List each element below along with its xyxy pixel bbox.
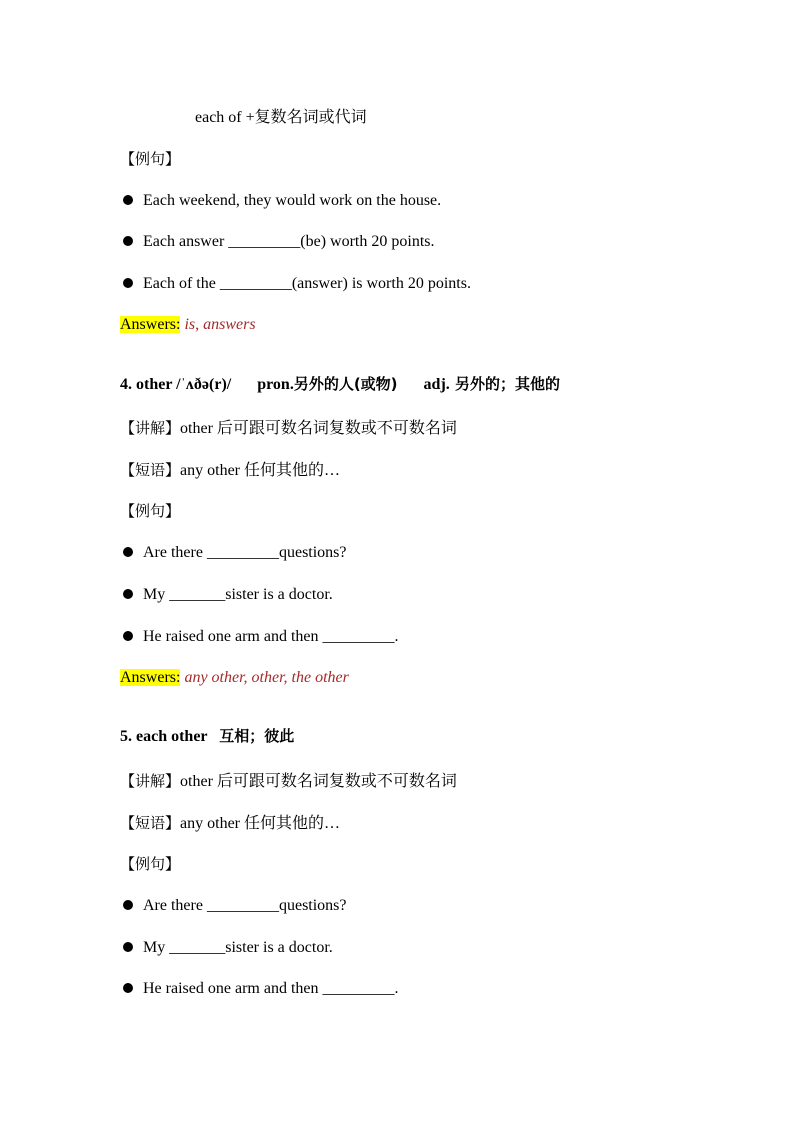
examples-label: 【例句】	[120, 150, 181, 168]
example-sentence: Each weekend, they would work on the house.	[120, 191, 441, 211]
each-of-usage: each of +复数名词或代词	[195, 109, 367, 126]
answers-label: Answers:	[120, 316, 181, 333]
answers-label: Answers:	[120, 669, 181, 686]
bullet-icon	[123, 547, 133, 557]
example-sentence: Are there _________questions?	[120, 543, 347, 563]
bullet-icon	[123, 236, 133, 246]
bullet-icon	[123, 195, 133, 205]
bullet-icon	[123, 900, 133, 910]
bullet-icon	[123, 589, 133, 599]
example-sentence: He raised one arm and then _________.	[120, 627, 398, 647]
answers-line	[120, 668, 349, 688]
answers-text: any other, other, the other	[180, 669, 349, 686]
section-heading-other: 4. other /ˈʌðə(r)/ pron.另外的人(或物) adj. 另外的；其他的	[120, 375, 561, 393]
phrase-line: 【短语】any other 任何其他的…	[120, 461, 340, 479]
example-sentence: Each of the _________(answer) is worth 20 points.	[120, 274, 471, 294]
example-sentence: Each answer _________(be) worth 20 points.	[120, 232, 435, 252]
bullet-icon	[123, 631, 133, 641]
examples-label: 【例句】	[120, 855, 181, 873]
explain-line: 【讲解】other 后可跟可数名词复数或不可数名词	[120, 772, 457, 790]
explain-line: 【讲解】other 后可跟可数名词复数或不可数名词	[120, 419, 457, 437]
example-sentence: My _______sister is a doctor.	[120, 585, 333, 605]
examples-label: 【例句】	[120, 502, 181, 520]
example-sentence: Are there _________questions?	[120, 896, 347, 916]
section-heading-each-other: 5. each other 互相；彼此	[120, 727, 295, 745]
example-sentence: He raised one arm and then _________.	[120, 979, 398, 999]
phrase-line: 【短语】any other 任何其他的…	[120, 814, 340, 832]
bullet-icon	[123, 278, 133, 288]
bullet-icon	[123, 983, 133, 993]
answers-line	[120, 315, 256, 335]
answers-text: is, answers	[180, 316, 256, 333]
bullet-icon	[123, 942, 133, 952]
example-sentence: My _______sister is a doctor.	[120, 938, 333, 958]
